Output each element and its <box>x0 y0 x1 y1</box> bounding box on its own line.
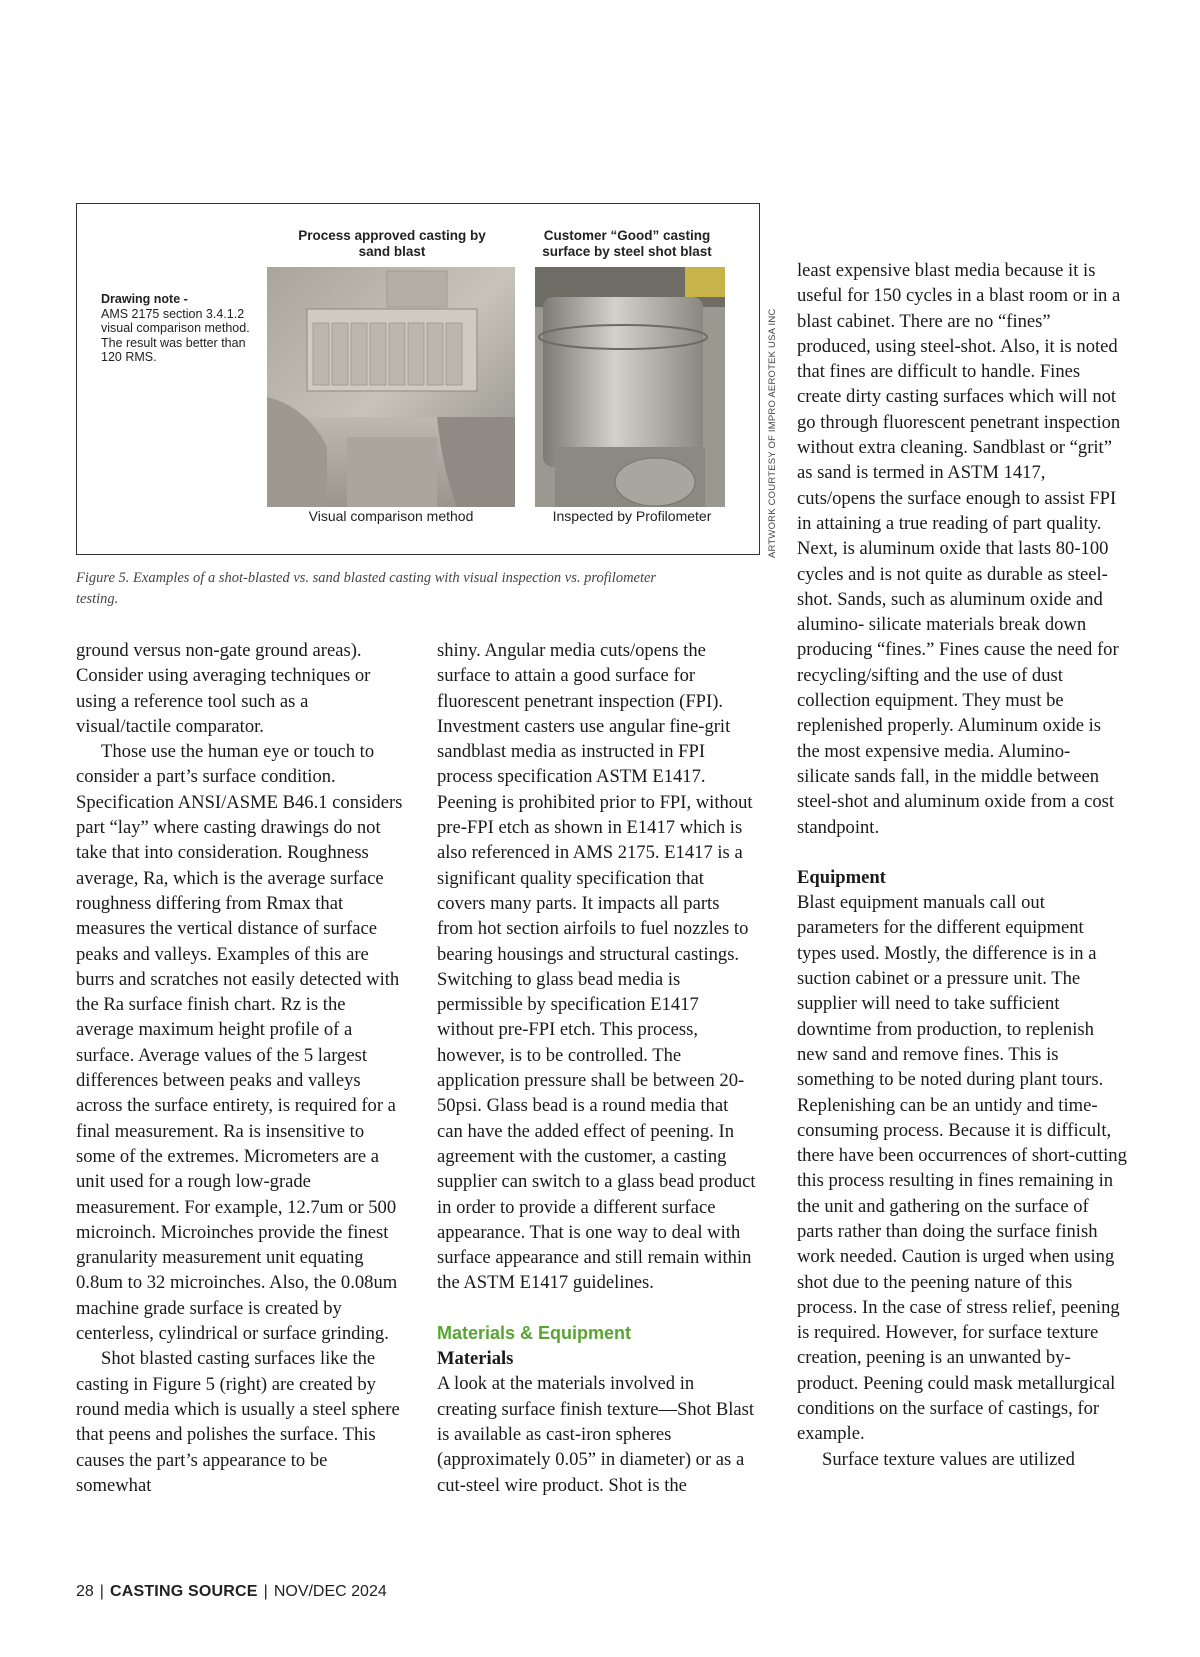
footer-separator-2: | <box>263 1583 268 1600</box>
figure-right-title: Customer “Good” casting surface by steel shot blast <box>542 228 712 259</box>
col3-spacer <box>797 840 1127 865</box>
publication-name: CASTING SOURCE <box>109 1583 258 1600</box>
drawing-note-head: Drawing note - <box>101 292 188 306</box>
col3-paragraph-2: Blast equipment manuals call out parameters for the different equipment types used. Mostly, the difference is in a suction cabinet or a pressure unit. The supplier will need to take sufficient downtime from production, to replenish new sand and remove fines. This is something to be noted during plant tours. Replenishing can be an untidy and time-consuming process. Because it is difficult, there have been occurrences of short-cutting this process resulting in fines remaining in the unit and gathering on the surface of parts rather than doing the surface finish work needed. Caution is urged when using shot due to the peening nature of this process. In the case of stress relief, peening is required. However, for surface texture creation, peening is an unwanted by- product. Peening could mask metallurgical conditions on the surface of castings, for example. <box>797 892 1127 1445</box>
col2-paragraph-1: shiny. Angular media cuts/opens the surface to attain a good surface for fluorescent penetrant inspection (FPI). Investment casters use angular fine-grit sandblast media as instructed in FPI process specification ASTM E1417. Peening is prohibited prior to FPI, without pre-FPI etch as shown in E1417 which is also referenced in AMS 2175. E1417 is a significant quality specification that covers many parts. It impacts all parts from hot section airfoils to fuel nozzles to bearing housings and structural castings. Switching to glass bead media is permissible by specification E1417 without pre-FPI etch. This process, however, is to be controlled. The application pressure shall be between 20-50psi. Glass bead is a round media that can have the added effect of peening. In agreement with the customer, a casting supplier can switch to a glass bead product in order to provide a different surface appearance. That is one way to deal with surface appearance and still remain within the ASTM E1417 guidelines. <box>437 640 756 1294</box>
artwork-credit: ARTWORK COURTESY OF IMPRO AEROTEK USA INC <box>767 308 778 558</box>
figure-left-subtitle: Visual comparison method <box>308 508 474 524</box>
drawing-note-body: AMS 2175 section 3.4.1.2 visual comparison method. The result was better than 120 RMS. <box>101 306 250 364</box>
figure-right-subtitle: Inspected by Profilometer <box>552 508 712 524</box>
column-1 <box>76 638 404 1498</box>
figure-caption: Figure 5. Examples of a shot-blasted vs. sand blasted casting with visual inspection vs. profilometer testing. <box>76 570 657 607</box>
col1-paragraph-2: Those use the human eye or touch to consider a part’s surface condition. Specification ANSI/ASME B46.1 considers part “lay” where casting drawings do not take that into consideration. Roughness average, Ra, which is the average surface roughness differing from Rmax that measures the vertical distance of surface peaks and valleys. Examples of this are burrs and scratches not easily detected with the Ra surface finish chart. Rz is the average maximum height profile of a surface. Average values of the 5 largest differences between peaks and valleys across the surface entirety, is required for a final measurement. Ra is insensitive to some of the extremes. Micrometers are a unit used for a rough low-grade measurement. For example, 12.7um or 500 microinch. Microinches provide the finest granularity measurement unit equating 0.8um to 32 microinches. Also, the 0.08um machine grade surface is created by centerless, cylindrical or surface grinding. <box>76 741 403 1345</box>
sand-blast-casting-photo <box>267 267 515 507</box>
col3-paragraph-3: Surface texture values are utilized <box>822 1448 1075 1470</box>
col1-paragraph-3: Shot blasted casting surfaces like the casting in Figure 5 (right) are created by round media which is usually a steel sphere that peens and polishes the surface. This causes the part’s appearance to be somewhat <box>76 1348 400 1496</box>
subheading-materials: Materials <box>437 1348 514 1370</box>
page-footer <box>76 1583 387 1601</box>
page-number: 28 <box>76 1583 94 1600</box>
figure-left-title: Process approved casting by sand blast <box>298 228 486 259</box>
col3-paragraph-1: least expensive blast media because it is useful for 150 cycles in a blast room or in a blast cabinet. There are no “fines” produced, using steel-shot. Also, it is noted that fines are difficult to handle. Fines create dirty casting surfaces which will not go through fluorescent penetrant inspection without extra cleaning. Sandblast or “grit” as sand is termed in ASTM 1417, cuts/opens the surface enough to assist FPI in attaining a true reading of part quality. Next, is aluminum oxide that lasts 80-100 cycles and is not quite as durable as steel-shot. Sands, such as aluminum oxide and alumino- silicate materials break down producing “fines.” Fines cause the need for recycling/sifting and the use of dust collection equipment. They must be replenished properly. Aluminum oxide is the most expensive media. Alumino- silicate sands fall, in the middle between steel-shot and aluminum oxide from a cost standpoint. <box>797 260 1121 838</box>
section-heading-materials-equipment: Materials & Equipment <box>437 1322 632 1343</box>
steel-shot-casting-photo <box>535 267 725 507</box>
column-3 <box>797 258 1127 1472</box>
col1-paragraph-1: ground versus non-gate ground areas). Consider using averaging techniques or using a reference tool such as a visual/tactile comparator. <box>76 640 371 737</box>
figure-5 <box>76 203 760 555</box>
column-2 <box>437 638 757 1498</box>
footer-separator-1: | <box>99 1583 104 1600</box>
subheading-equipment: Equipment <box>797 866 886 888</box>
col2-paragraph-2: A look at the materials involved in creating surface finish texture—Shot Blast is available as cast-iron spheres (approximately 0.05” in diameter) or as a cut-steel wire product. Shot is the <box>437 1373 755 1496</box>
issue-date: NOV/DEC 2024 <box>273 1583 387 1600</box>
drawing-note <box>101 292 261 365</box>
